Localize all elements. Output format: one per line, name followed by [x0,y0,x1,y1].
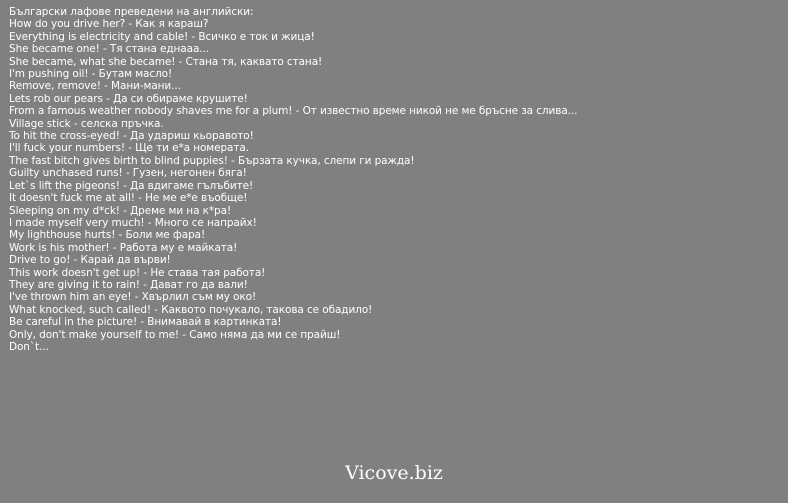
joke-text-block [9,6,579,353]
text-line: Sleeping on my d*ck! - Дреме ми на к*ра! [9,204,232,217]
text-line: I'm pushing oil! - Бутам масло! [9,68,173,81]
text-line: Village stick - селска пръчка. [9,117,164,130]
text-line: Lets rob our pears - Да си обираме крушите! [9,92,248,105]
text-line: Guilty unchased runs! - Гузен, негонен бяга! [9,167,247,180]
text-line: How do you drive her? - Как я караш? [9,18,209,31]
text-line: Don`t... [9,340,49,353]
text-line: This work doesn't get up! - Не става тая работа! [9,266,266,279]
text-line: Remove, remove! - Мани-мани... [9,80,181,93]
text-line: It doesn't fuck me at all! - Не ме е*е въобще! [9,192,248,205]
text-line: My lighthouse hurts! - Боли ме фара! [9,229,206,242]
text-line: Let`s lift the pigeons! - Да вдигаме гълъбите! [9,179,254,192]
text-line: What knocked, such called! - Каквото почукало, такова се обадило! [9,303,373,316]
text-line: She became one! - Тя стана еднааа... [9,43,210,56]
text-line: She became, what she became! - Стана тя, каквато стана! [9,55,323,68]
text-line: From a famous weather nobody shaves me for a plum! - От известно време никой не ме бръсне за слива... [9,105,578,118]
text-line: Drive to go! - Карай да върви! [9,254,171,267]
text-line: Work is his mother! - Работа му е майката! [9,241,238,254]
site-watermark: Vicove.biz [345,462,443,484]
text-line: I made myself very much! - Много се напрайх! [9,216,257,229]
text-line: Everything is electricity and cable! - Всичко е ток и жица! [9,30,315,43]
text-line: Only, don't make yourself to me! - Само няма да ми се прайш! [9,328,341,341]
text-line: The fast bitch gives birth to blind puppies! - Бързата кучка, слепи ги ражда! [9,154,415,167]
heading-line: Български лафове преведени на английски: [9,6,254,18]
text-line: I'll fuck your numbers! - Ще ти е*а номерата. [9,142,249,155]
text-line: I've thrown him an eye! - Хвърлил съм му око! [9,291,257,304]
text-line: To hit the cross-eyed! - Да удариш кьоравото! [9,130,254,143]
text-line: Be careful in the picture! - Внимавай в картинката! [9,316,282,329]
text-line: They are giving it to rain! - Дават го да вали! [9,278,248,291]
